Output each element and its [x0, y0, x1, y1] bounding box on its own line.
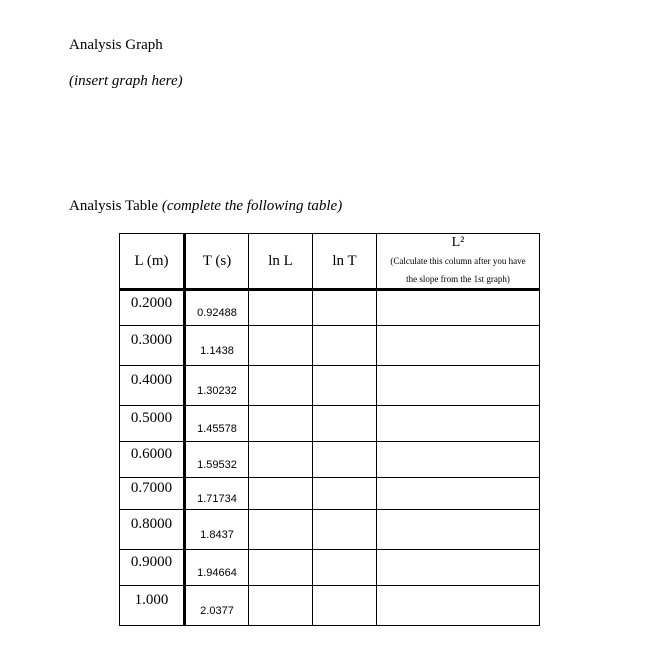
table-row — [120, 478, 540, 510]
cell-lnT[interactable] — [313, 290, 377, 326]
cell-lnT[interactable] — [313, 326, 377, 366]
cell-lnL[interactable] — [249, 366, 313, 406]
cell-L: 0.6000 — [120, 442, 185, 478]
table-row — [120, 406, 540, 442]
cell-L: 0.8000 — [120, 510, 185, 550]
cell-lnL[interactable] — [249, 326, 313, 366]
cell-lnL[interactable] — [249, 586, 313, 626]
cell-T: 1.71734 — [185, 478, 249, 510]
cell-T: 1.30232 — [185, 366, 249, 406]
header-lnL: ln L — [249, 234, 313, 290]
header-lnT: ln T — [313, 234, 377, 290]
table-caption-title: Analysis Table — [69, 198, 159, 214]
table-row — [120, 366, 540, 406]
header-L2-note-line2: the slope from the 1st graph) — [406, 273, 510, 284]
header-L2 — [377, 234, 540, 290]
cell-L2[interactable] — [377, 326, 540, 366]
header-T: T (s) — [185, 234, 249, 290]
header-L2-label: L² — [451, 234, 465, 250]
table-header-row — [120, 234, 540, 290]
cell-L2[interactable] — [377, 478, 540, 510]
cell-lnL[interactable] — [249, 442, 313, 478]
table-row — [120, 442, 540, 478]
table-row — [120, 550, 540, 586]
cell-L2[interactable] — [377, 366, 540, 406]
cell-lnL[interactable] — [249, 550, 313, 586]
cell-L2[interactable] — [377, 586, 540, 626]
section-title: Analysis Graph — [69, 37, 163, 53]
cell-T: 1.45578 — [185, 406, 249, 442]
cell-L: 0.7000 — [120, 478, 185, 510]
cell-L: 0.5000 — [120, 406, 185, 442]
cell-T: 1.94664 — [185, 550, 249, 586]
cell-L: 0.9000 — [120, 550, 185, 586]
graph-placeholder: (insert graph here) — [69, 73, 183, 89]
cell-T: 2.0377 — [185, 586, 249, 626]
cell-L: 1.000 — [120, 586, 185, 626]
cell-lnL[interactable] — [249, 406, 313, 442]
analysis-table — [119, 233, 540, 626]
cell-L: 0.3000 — [120, 326, 185, 366]
header-L2-note-line1: (Calculate this column after you have — [390, 255, 526, 266]
cell-T: 1.59532 — [185, 442, 249, 478]
cell-lnL[interactable] — [249, 510, 313, 550]
cell-L2[interactable] — [377, 406, 540, 442]
cell-L: 0.4000 — [120, 366, 185, 406]
cell-lnT[interactable] — [313, 442, 377, 478]
cell-L2[interactable] — [377, 442, 540, 478]
cell-lnT[interactable] — [313, 550, 377, 586]
cell-lnT[interactable] — [313, 586, 377, 626]
cell-T: 1.8437 — [185, 510, 249, 550]
cell-T: 0.92488 — [185, 290, 249, 326]
header-L2-note — [377, 252, 539, 288]
cell-L2[interactable] — [377, 290, 540, 326]
cell-lnT[interactable] — [313, 366, 377, 406]
cell-T: 1.1438 — [185, 326, 249, 366]
table-caption — [69, 198, 342, 215]
cell-lnL[interactable] — [249, 290, 313, 326]
cell-lnT[interactable] — [313, 478, 377, 510]
cell-lnT[interactable] — [313, 510, 377, 550]
header-L: L (m) — [120, 234, 185, 290]
cell-lnT[interactable] — [313, 406, 377, 442]
cell-lnL[interactable] — [249, 478, 313, 510]
table-row — [120, 326, 540, 366]
table-row — [120, 586, 540, 626]
cell-L2[interactable] — [377, 550, 540, 586]
table-row — [120, 290, 540, 326]
table-caption-note: (complete the following table) — [161, 198, 343, 214]
cell-L: 0.2000 — [120, 290, 185, 326]
cell-L2[interactable] — [377, 510, 540, 550]
table-row — [120, 510, 540, 550]
